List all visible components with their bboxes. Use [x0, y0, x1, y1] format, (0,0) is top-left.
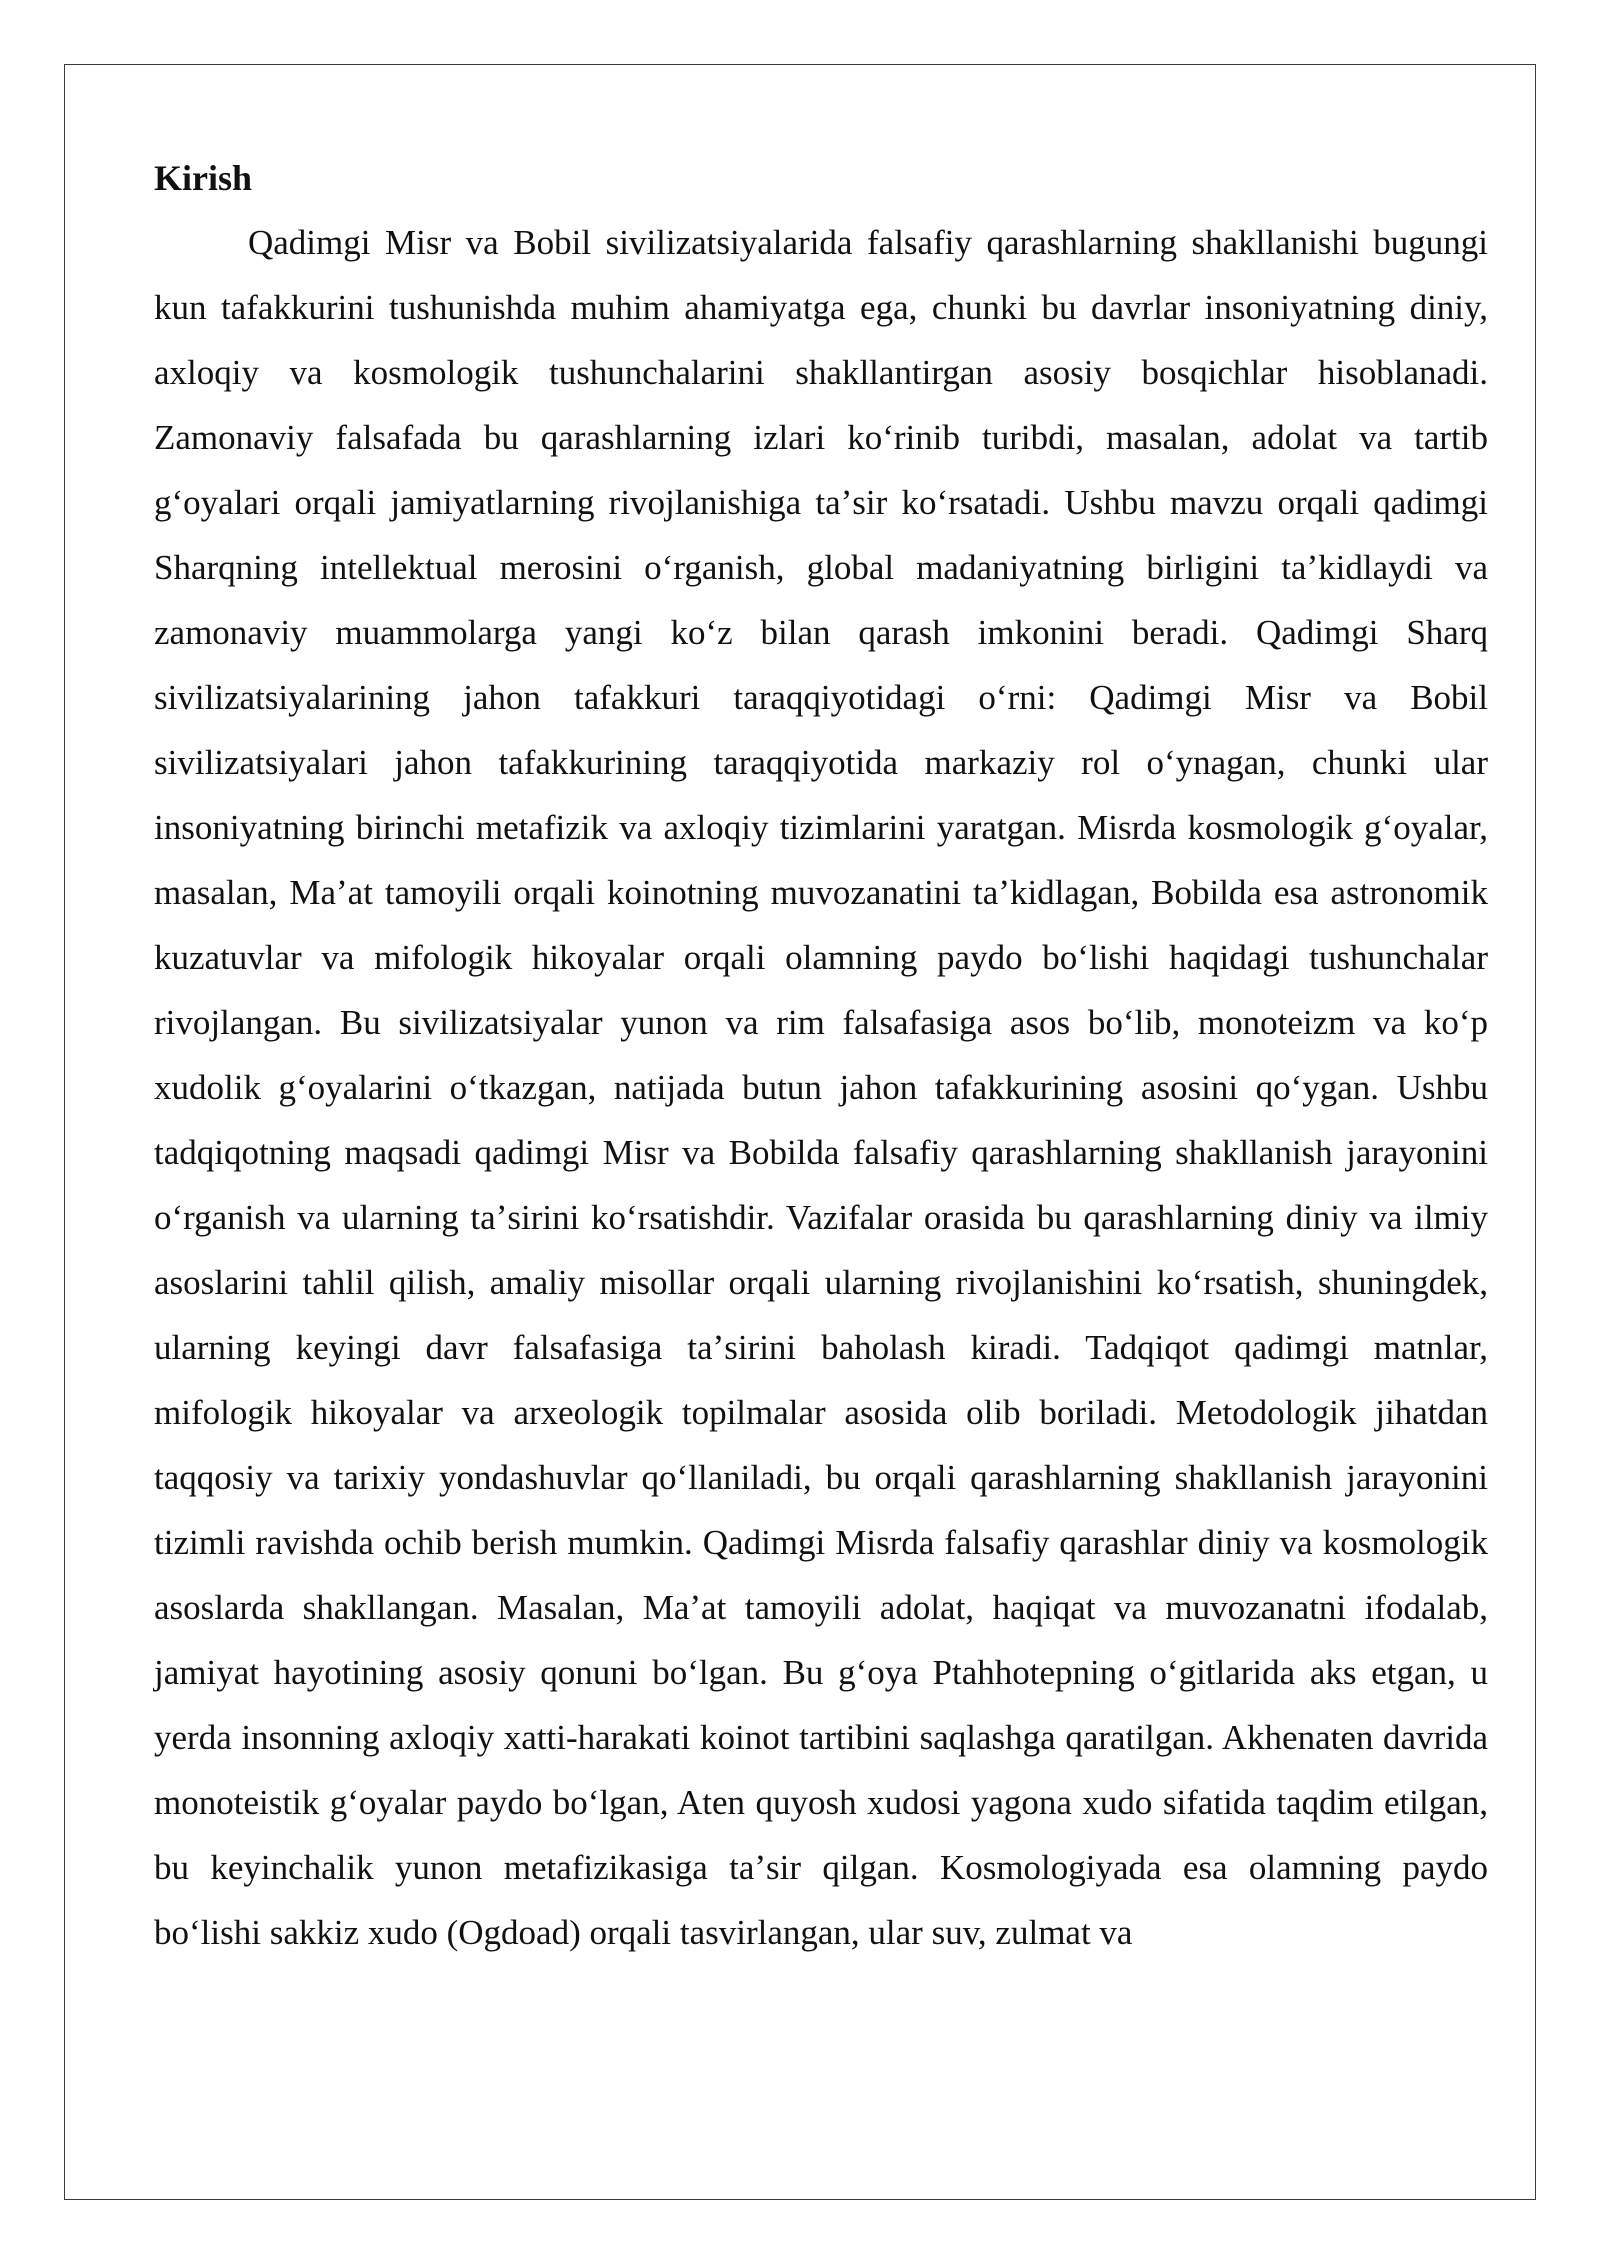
page-border: [64, 64, 1536, 2200]
section-heading: Kirish: [154, 158, 253, 198]
body-paragraph: Qadimgi Misr va Bobil sivilizatsiyalarida falsafiy qarashlarning shakllanishi bugungi kun tafakkurini tushunishda muhim ahamiyatga ega, chunki bu davrlar insoniyatning diniy, axloqiy va kosmologik tushunchalarini shakllantirgan asosiy bosqichlar hisoblanadi. Zamonaviy falsafada bu qarashlarning izlari koʻrinib turibdi, masalan, adolat va tartib gʻoyalari orqali jamiyatlarning rivojlanishiga taʼsir koʻrsatadi. Ushbu mavzu orqali qadimgi Sharqning intellektual merosini oʻrganish, global madaniyatning birligini taʼkidlaydi va zamonaviy muammolarga yangi koʻz bilan qarash imkonini beradi. Qadimgi Sharq sivilizatsiyalarining jahon tafakkuri taraqqiyotidagi oʻrni: Qadimgi Misr va Bobil sivilizatsiyalari jahon tafakkurining taraqqiyotida markaziy rol oʻynagan, chunki ular insoniyatning birinchi metafizik va axloqiy tizimlarini yaratgan. Misrda kosmologik gʻoyalar, masalan, Maʼat tamoyili orqali koinotning muvozanatini taʼkidlagan, Bobilda esa astronomik kuzatuvlar va mifologik hikoyalar orqali olamning paydo boʻlishi haqidagi tushunchalar rivojlangan. Bu sivilizatsiyalar yunon va rim falsafasiga asos boʻlib, monoteizm va koʻp xudolik gʻoyalarini oʻtkazgan, natijada butun jahon tafakkurining asosini qoʻygan. Ushbu tadqiqotning maqsadi qadimgi Misr va Bobilda falsafiy qarashlarning shakllanish jarayonini oʻrganish va ularning taʼsirini koʻrsatishdir. Vazifalar orasida bu qarashlarning diniy va ilmiy asoslarini tahlil qilish, amaliy misollar orqali ularning rivojlanishini koʻrsatish, shuningdek, ularning keyingi davr falsafasiga taʼsirini baholash kiradi. Tadqiqot qadimgi matnlar, mifologik hikoyalar va arxeologik topilmalar asosida olib boriladi. Metodologik jihatdan taqqosiy va tarixiy yondashuvlar qoʻllaniladi, bu orqali qarashlarning shakllanish jarayonini tizimli ravishda ochib berish mumkin. Qadimgi Misrda falsafiy qarashlar diniy va kosmologik asoslarda shakllangan. Masalan, Maʼat tamoyili adolat, haqiqat va muvozanatni ifodalab, jamiyat hayotining asosiy qonuni boʻlgan. Bu gʻoya Ptahhotepning oʻgitlarida aks etgan, u yerda insonning axloqiy xatti-harakati koinot tartibini saqlashga qaratilgan. Akhenaten davrida monoteistik gʻoyalar paydo boʻlgan, Aten quyosh xudosi yagona xudo sifatida taqdim etilgan, bu keyinchalik yunon metafizikasiga taʼsir qilgan. Kosmologiyada esa olamning paydo boʻlishi sakkiz xudo (Ogdoad) orqali tasvirlangan, ular suv, zulmat va: [154, 223, 1488, 1952]
document-body: [154, 146, 1488, 1965]
